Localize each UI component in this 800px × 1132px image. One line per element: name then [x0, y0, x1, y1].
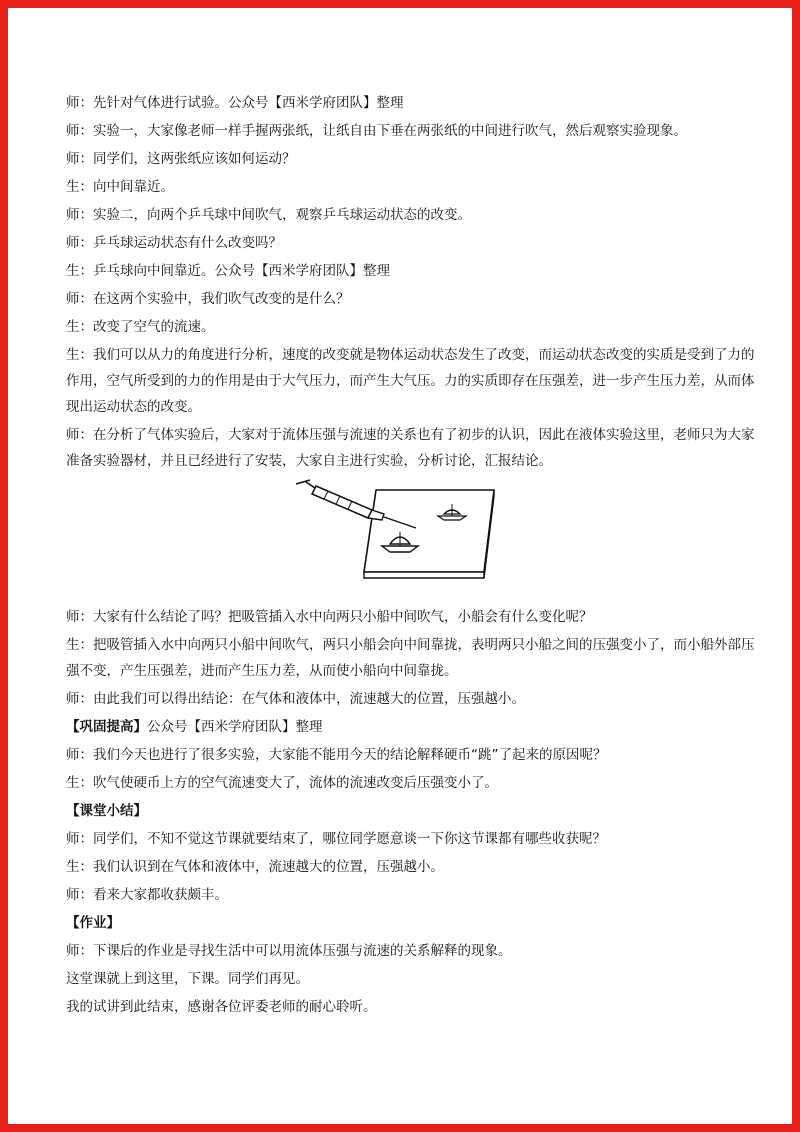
paragraph: 师：同学们，不知不觉这节课就要结束了，哪位同学愿意谈一下你这节课都有哪些收获呢？ [66, 831, 606, 847]
paragraph: 师：在分析了气体实验后，大家对于流体压强与流速的关系也有了初步的认识，因此在液体实验这里，老师只为大家准备实验器材，并且已经进行了安装，大家自主进行实验，分析讨论，汇报结论。 [66, 427, 755, 469]
paragraph: 师：我们今天也进行了很多实验，大家能不能用今天的结论解释硬币“跳”了起来的原因呢？ [66, 747, 607, 763]
section-homework-heading: 【作业】 [66, 915, 120, 931]
figure-container [66, 478, 756, 596]
water-tray [364, 490, 494, 578]
paragraph: 师：大家有什么结论了吗？把吸管插入水中向两只小船中间吹气，小船会有什么变化呢？ [66, 609, 593, 625]
paragraph: 师：实验二，向两个乒乓球中间吹气，观察乒乓球运动状态的改变。 [66, 207, 471, 223]
section-heading: 【巩固提高】 [66, 719, 147, 735]
paragraph: 师：下课后的作业是寻找生活中可以用流体压强与流速的关系解释的现象。 [66, 943, 512, 959]
paragraph: 师：在这两个实验中，我们吹气改变的是什么？ [66, 291, 350, 307]
paragraph: 生：向中间靠近。 [66, 179, 174, 195]
paragraph: 生：把吸管插入水中向两只小船中间吹气，两只小船会向中间靠拢，表明两只小船之间的压强变小了，而小船外部压强不变，产生压强差，进而产生压力差，从而使小船向中间靠拢。 [66, 637, 755, 679]
paragraph: 生：我们认识到在气体和液体中，流速越大的位置，压强越小。 [66, 859, 444, 875]
document-body [66, 90, 756, 1022]
section-consolidate-heading [66, 714, 756, 740]
paragraph: 师：看来大家都收获颇丰。 [66, 887, 228, 903]
paragraph: 这堂课就上到这里，下课。同学们再见。 [66, 971, 309, 987]
section-summary-heading: 【课堂小结】 [66, 803, 147, 819]
paragraph: 师：由此我们可以得出结论：在气体和液体中，流速越大的位置，压强越小。 [66, 691, 525, 707]
paragraph: 师：实验一，大家像老师一样手握两张纸，让纸自由下垂在两张纸的中间进行吹气，然后观察实验现象。 [66, 123, 687, 139]
paragraph: 师：同学们，这两张纸应该如何运动？ [66, 151, 296, 167]
paragraph: 生：吹气使硬币上方的空气流速变大了，流体的流速改变后压强变小了。 [66, 775, 498, 791]
paragraph: 生：我们可以从力的角度进行分析，速度的改变就是物体运动状态发生了改变，而运动状态改变的实质是受到了力的作用，空气所受到的力的作用是由于大气压力，而产生大气压。力的实质即存在压强差，进一步产生压力差，从而体现出运动状态的改变。 [66, 347, 755, 415]
section-note: 公众号【西米学府团队】整理 [147, 719, 323, 735]
paragraph: 师：先针对气体进行试验。公众号【西米学府团队】整理 [66, 95, 404, 111]
paragraph: 生：改变了空气的流速。 [66, 319, 215, 335]
paragraph: 生：乒乓球向中间靠近。公众号【西米学府团队】整理 [66, 263, 390, 279]
experiment-figure [288, 478, 548, 596]
paragraph: 师：乒乓球运动状态有什么改变吗？ [66, 235, 282, 251]
paragraph: 我的试讲到此结束，感谢各位评委老师的耐心聆听。 [66, 999, 377, 1015]
